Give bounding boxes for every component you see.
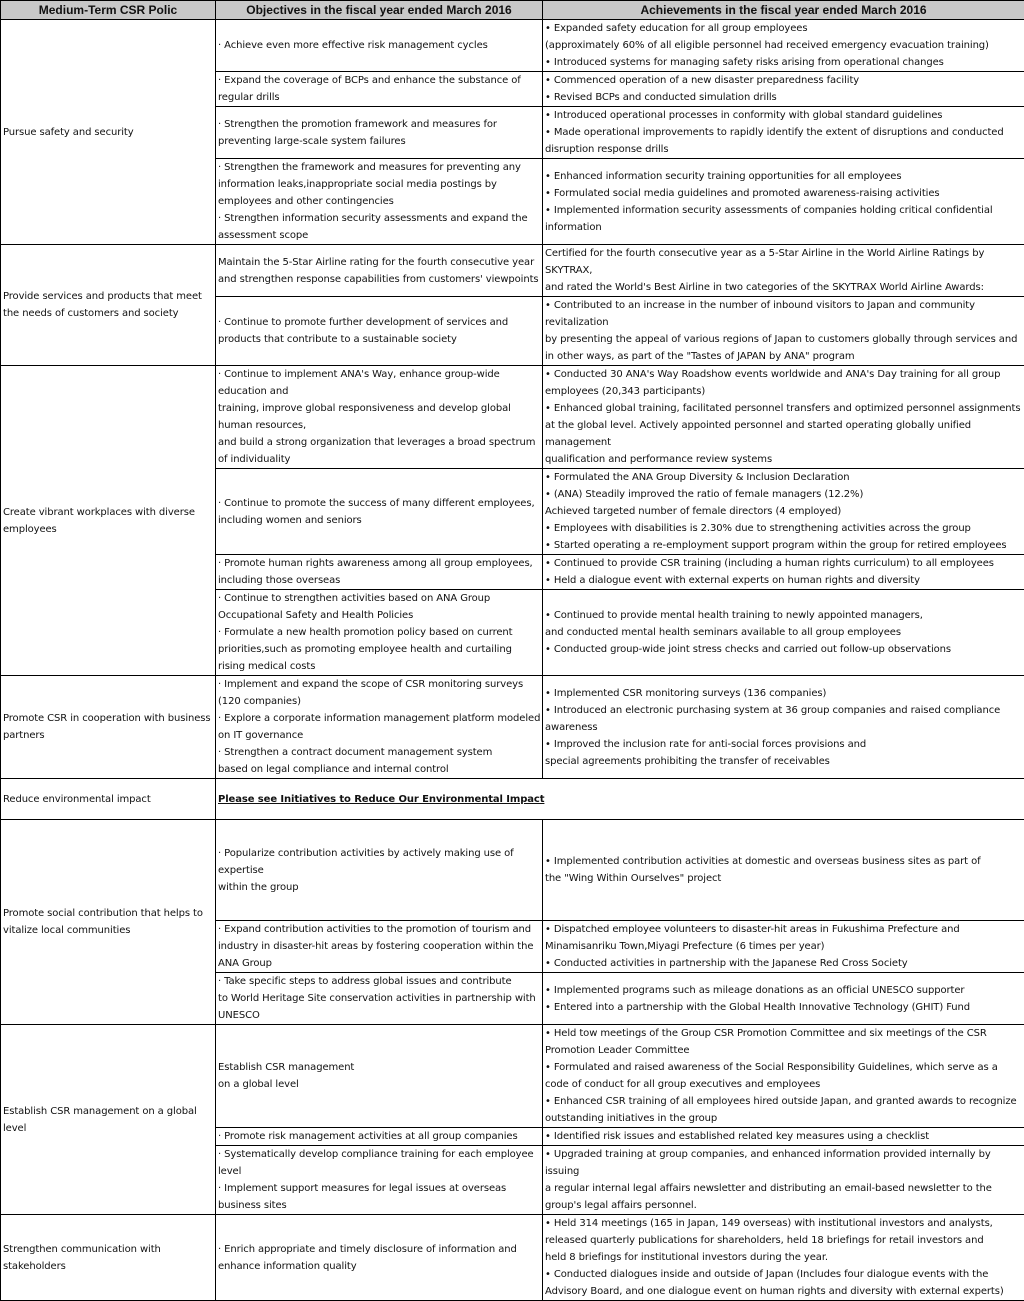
policy-cell: Provide services and products that meet the needs of customers and society	[1, 245, 216, 366]
table-row	[1, 366, 1024, 469]
objective-cell: · Continue to promote the success of many different employees, including women and seniors	[216, 469, 543, 555]
table-row	[1, 20, 1024, 72]
objective-cell: · Strengthen the framework and measures for preventing any information leaks,inappropriate social media postings by employees and other contingencies · Strengthen information security assessments and expand the assessment scope	[216, 159, 543, 245]
header-policy: Medium-Term CSR Polic	[1, 1, 216, 20]
objective-cell: Maintain the 5-Star Airline rating for the fourth consecutive year and strengthen response capabilities from customers' viewpoints	[216, 245, 543, 297]
achievement-cell: • Conducted 30 ANA's Way Roadshow events worldwide and ANA's Day training for all group employees (20,343 participants) • Enhanced global training, facilitated personnel transfers and optimized personnel assignments at the global level. Actively appointed personnel and started operating globally unified management qualification and performance review systems	[543, 366, 1024, 469]
achievement-cell: • Held 314 meetings (165 in Japan, 149 overseas) with institutional investors and analysts, released quarterly publications for shareholders, held 18 briefings for retail investors and held 8 briefings for institutional investors during the year. • Conducted dialogues inside and outside of Japan (Includes four dialogue events with the Advisory Board, and one dialogue event on human rights and diversity with external experts)	[543, 1215, 1024, 1301]
table-row	[1, 676, 1024, 779]
achievement-cell: • Implemented CSR monitoring surveys (136 companies) • Introduced an electronic purchasing system at 36 group companies and raised compliance awareness • Improved the inclusion rate for anti-social forces provisions and special agreements prohibiting the transfer of receivables	[543, 676, 1024, 779]
achievement-cell: • Implemented programs such as mileage donations as an official UNESCO supporter • Entered into a partnership with the Global Health Innovative Technology (GHIT) Fund	[543, 973, 1024, 1025]
objective-cell: · Strengthen the promotion framework and measures for preventing large-scale system failures	[216, 107, 543, 159]
objective-cell: · Promote risk management activities at all group companies	[216, 1128, 543, 1146]
policy-cell: Promote social contribution that helps to vitalize local communities	[1, 820, 216, 1025]
policy-cell: Pursue safety and security	[1, 20, 216, 245]
header-objectives: Objectives in the fiscal year ended March 2016	[216, 1, 543, 20]
achievement-cell: • Continued to provide mental health training to newly appointed managers, and conducted mental health seminars available to all group employees • Conducted group-wide joint stress checks and carried out follow-up observations	[543, 590, 1024, 676]
objective-cell: · Implement and expand the scope of CSR monitoring surveys (120 companies) · Explore a corporate information management platform modeled on IT governance · Strengthen a contract document management system based on legal compliance and internal control	[216, 676, 543, 779]
objective-cell: · Continue to strengthen activities based on ANA Group Occupational Safety and Health Policies · Formulate a new health promotion policy based on current priorities,such as promoting employee health and curtailing rising medical costs	[216, 590, 543, 676]
header-row	[1, 1, 1024, 20]
policy-cell: Strengthen communication with stakeholders	[1, 1215, 216, 1301]
table-row	[1, 779, 1024, 820]
achievement-cell: • Held tow meetings of the Group CSR Promotion Committee and six meetings of the CSR Promotion Leader Committee • Formulated and raised awareness of the Social Responsibility Guidelines, which serve as a code of conduct for all group executives and employees • Enhanced CSR training of all employees hired outside Japan, and granted awards to recognize outstanding initiatives in the group	[543, 1025, 1024, 1128]
objective-cell: · Systematically develop compliance training for each employee level · Implement support measures for legal issues at overseas business sites	[216, 1146, 543, 1215]
achievement-cell: Certified for the fourth consecutive year as a 5-Star Airline in the World Airline Ratings by SKYTRAX, and rated the World's Best Airline in two categories of the SKYTRAX World Airline Awards:	[543, 245, 1024, 297]
achievement-cell: • Dispatched employee volunteers to disaster-hit areas in Fukushima Prefecture and Minamisanriku Town,Miyagi Prefecture (6 times per year) • Conducted activities in partnership with the Japanese Red Cross Society	[543, 921, 1024, 973]
achievement-cell: • Enhanced information security training opportunities for all employees • Formulated social media guidelines and promoted awareness-raising activities • Implemented information security assessments of companies holding critical confidential information	[543, 159, 1024, 245]
objective-cell: · Achieve even more effective risk management cycles	[216, 20, 543, 72]
objective-cell: Establish CSR management on a global level	[216, 1025, 543, 1128]
environmental-impact-link[interactable]: Please see Initiatives to Reduce Our Environmental Impact	[218, 794, 544, 805]
header-achievements: Achievements in the fiscal year ended March 2016	[543, 1, 1024, 20]
objective-cell: · Enrich appropriate and timely disclosure of information and enhance information quality	[216, 1215, 543, 1301]
table-row	[1, 1215, 1024, 1301]
table-row	[1, 245, 1024, 297]
objective-cell: · Expand the coverage of BCPs and enhance the substance of regular drills	[216, 72, 543, 107]
objective-cell: · Continue to promote further development of services and products that contribute to a sustainable society	[216, 297, 543, 366]
achievement-cell: • Continued to provide CSR training (including a human rights curriculum) to all employees • Held a dialogue event with external experts on human rights and diversity	[543, 555, 1024, 590]
policy-cell: Create vibrant workplaces with diverse employees	[1, 366, 216, 676]
table-row	[1, 1025, 1024, 1128]
achievement-cell: • Introduced operational processes in conformity with global standard guidelines • Made operational improvements to rapidly identify the extent of disruptions and conducted disruption response drills	[543, 107, 1024, 159]
achievement-cell: • Contributed to an increase in the number of inbound visitors to Japan and community revitalization by presenting the appeal of various regions of Japan to customers globally through services and in other ways, as part of the "Tastes of JAPAN by ANA" program	[543, 297, 1024, 366]
objective-cell: · Continue to implement ANA's Way, enhance group-wide education and training, improve global responsiveness and develop global human resources, and build a strong organization that leverages a broad spectrum of individuality	[216, 366, 543, 469]
policy-cell: Promote CSR in cooperation with business partners	[1, 676, 216, 779]
policy-cell: Establish CSR management on a global level	[1, 1025, 216, 1215]
environment-link-cell	[216, 779, 1024, 820]
table-row	[1, 820, 1024, 921]
table-body	[1, 20, 1024, 1301]
achievement-cell: • Expanded safety education for all group employees (approximately 60% of all eligible personnel had received emergency evacuation training) • Introduced systems for managing safety risks arising from operational changes	[543, 20, 1024, 72]
achievement-cell: • Identified risk issues and established related key measures using a checklist	[543, 1128, 1024, 1146]
objective-cell: · Take specific steps to address global issues and contribute to World Heritage Site conservation activities in partnership with UNESCO	[216, 973, 543, 1025]
achievement-cell: • Commenced operation of a new disaster preparedness facility • Revised BCPs and conducted simulation drills	[543, 72, 1024, 107]
achievement-cell: • Formulated the ANA Group Diversity & Inclusion Declaration • (ANA) Steadily improved the ratio of female managers (12.2%) Achieved targeted number of female directors (4 employed) • Employees with disabilities is 2.30% due to strengthening activities across the group • Started operating a re-employment support program within the group for retired employees	[543, 469, 1024, 555]
policy-cell: Reduce environmental impact	[1, 779, 216, 820]
objective-cell: · Popularize contribution activities by actively making use of expertise within the group	[216, 820, 543, 921]
achievement-cell: • Upgraded training at group companies, and enhanced information provided internally by issuing a regular internal legal affairs newsletter and distributing an email-based newsletter to the group's legal affairs personnel.	[543, 1146, 1024, 1215]
objective-cell: · Expand contribution activities to the promotion of tourism and industry in disaster-hit areas by fostering cooperation within the ANA Group	[216, 921, 543, 973]
achievement-cell: • Implemented contribution activities at domestic and overseas business sites as part of the "Wing Within Ourselves" project	[543, 820, 1024, 921]
objective-cell: · Promote human rights awareness among all group employees, including those overseas	[216, 555, 543, 590]
